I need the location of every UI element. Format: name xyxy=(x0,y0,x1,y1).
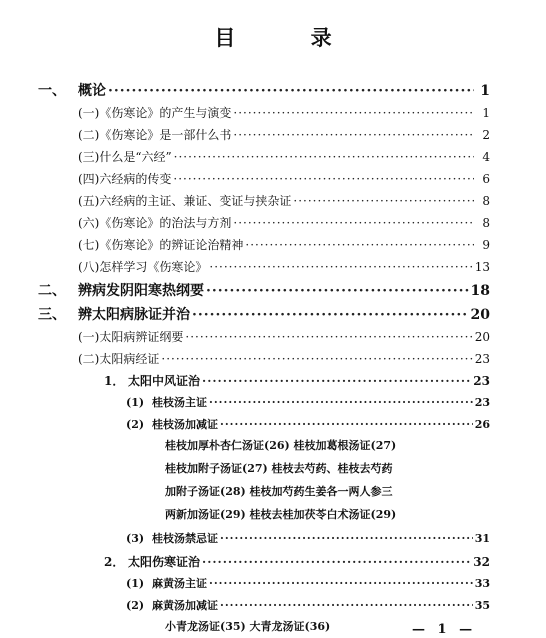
subentry-line: 桂枝加厚朴杏仁汤证(26) 桂枝加葛根汤证(27) xyxy=(165,439,397,452)
toc-entry[interactable] xyxy=(78,258,490,275)
subentry-line: 加附子汤证(28) 桂枝加芍药生姜各一两人参三 xyxy=(165,485,393,498)
leader-dots xyxy=(233,128,474,142)
toc-entry-page: 8 xyxy=(482,194,490,208)
subentry-line: 小青龙汤证(35) 大青龙汤证(36) xyxy=(165,620,331,633)
subentry-line: 桂枝加附子汤证(27) 桂枝去芍药、桂枝去芍药 xyxy=(165,462,393,475)
toc-entry[interactable] xyxy=(38,80,490,100)
leader-dots xyxy=(233,216,474,230)
leader-dots xyxy=(185,330,472,344)
toc-entry-title: 桂枝汤禁忌证 xyxy=(152,532,218,545)
toc-entry-title: 桂枝汤加减证 xyxy=(152,418,218,431)
toc-entry-page: 35 xyxy=(474,599,490,612)
leader-dots xyxy=(245,238,474,252)
toc-entry-title: (八)怎样学习《伤寒论》 xyxy=(78,260,208,274)
page-number: — 1 — xyxy=(412,622,477,637)
toc-entry-title: (一)太阳病辨证纲要 xyxy=(78,330,184,344)
toc-entry[interactable] xyxy=(78,192,490,209)
toc-entry-number: 1． xyxy=(104,374,125,388)
toc-entry-title: 麻黄汤加减证 xyxy=(152,599,218,612)
toc-entry[interactable] xyxy=(126,530,490,546)
toc-entry-page: 23 xyxy=(474,396,490,409)
leader-dots xyxy=(192,307,469,323)
toc-entry-title: 辨病发阴阳寒热纲要 xyxy=(78,283,204,299)
toc-entry-title: 太阳中风证治 xyxy=(128,374,201,388)
toc-entry-page: 2 xyxy=(482,128,490,142)
toc-entry[interactable] xyxy=(78,104,490,121)
toc-entry-title: (六)《伤寒论》的治法与方剂 xyxy=(78,216,232,230)
toc-entry[interactable] xyxy=(78,236,490,253)
toc-entry[interactable] xyxy=(78,170,490,187)
toc-entry-number: (1) xyxy=(126,577,145,590)
leader-dots xyxy=(174,150,474,164)
toc-entry-title: (五)六经病的主证、兼证、变证与挟杂证 xyxy=(78,194,292,208)
toc-entry-title: (七)《伤寒论》的辨证论治精神 xyxy=(78,238,244,252)
toc-entry-title: (三)什么是“六经” xyxy=(78,150,172,164)
toc-entry-page: 1 xyxy=(480,83,490,99)
leader-dots xyxy=(220,532,473,545)
leader-dots xyxy=(209,260,472,274)
toc-entry-title: (一)《伤寒论》的产生与演变 xyxy=(78,106,232,120)
toc-entry-page: 23 xyxy=(474,352,490,366)
toc-entry-page: 32 xyxy=(473,555,490,569)
toc-entry-number: (2) xyxy=(126,599,145,612)
toc-entry-number: 三、 xyxy=(38,307,66,323)
leader-dots xyxy=(173,172,474,186)
toc-entry-page: 13 xyxy=(474,260,490,274)
toc-entry-title: 概论 xyxy=(78,83,106,99)
toc-entry-page: 1 xyxy=(482,106,490,120)
subentry-line: 两新加汤证(29) 桂枝去桂加茯苓白术汤证(29) xyxy=(165,508,397,521)
toc-entry-page: 26 xyxy=(474,418,490,431)
page-title: 目 录 xyxy=(214,25,366,50)
leader-dots xyxy=(206,283,469,299)
toc-entry-page: 18 xyxy=(470,283,490,299)
leader-dots xyxy=(209,577,473,590)
toc-entry[interactable] xyxy=(78,350,490,367)
leader-dots xyxy=(293,194,474,208)
leader-dots xyxy=(209,396,473,409)
toc-entry[interactable] xyxy=(104,372,490,389)
leader-dots xyxy=(161,352,472,366)
toc-entry[interactable] xyxy=(38,304,490,324)
toc-entry-page: 23 xyxy=(473,374,490,388)
toc-entry-page: 20 xyxy=(474,330,490,344)
leader-dots xyxy=(233,106,474,120)
toc-entry-page: 33 xyxy=(474,577,490,590)
toc-entry-page: 8 xyxy=(482,216,490,230)
toc-entry-title: 太阳伤寒证治 xyxy=(128,555,201,569)
toc-entry[interactable] xyxy=(126,597,490,613)
leader-dots xyxy=(202,555,471,569)
toc-entry-number: 2． xyxy=(104,555,125,569)
toc-entry-title: 辨太阳病脉证并治 xyxy=(78,307,190,323)
toc-entry-title: (二)太阳病经证 xyxy=(78,352,160,366)
toc-entry[interactable] xyxy=(78,328,490,345)
toc-entry[interactable] xyxy=(38,280,490,300)
toc-entry-page: 31 xyxy=(474,532,490,545)
toc-entry[interactable] xyxy=(78,126,490,143)
toc-entry-title: (四)六经病的传变 xyxy=(78,172,172,186)
toc-entry-title: 麻黄汤主证 xyxy=(152,577,207,590)
toc-entry-number: (2) xyxy=(126,418,145,431)
toc-entry[interactable] xyxy=(126,575,490,591)
toc-entry-number: (1) xyxy=(126,396,145,409)
toc-entry-page: 4 xyxy=(482,150,490,164)
toc-entry-title: 桂枝汤主证 xyxy=(152,396,207,409)
toc-entry-number: (3) xyxy=(126,532,145,545)
toc-entry-page: 6 xyxy=(482,172,490,186)
leader-dots xyxy=(202,374,471,388)
toc-entry[interactable] xyxy=(104,553,490,570)
toc-entry-number: 一、 xyxy=(38,83,66,99)
toc-entry-number: 二、 xyxy=(38,283,66,299)
toc-entry[interactable] xyxy=(126,394,490,410)
toc-entry-page: 20 xyxy=(470,307,490,323)
toc-entry-title: (二)《伤寒论》是一部什么书 xyxy=(78,128,232,142)
leader-dots xyxy=(108,83,474,99)
toc-entry[interactable] xyxy=(78,148,490,165)
toc-entry[interactable] xyxy=(78,214,490,231)
leader-dots xyxy=(220,599,473,612)
toc-entry[interactable] xyxy=(126,416,490,432)
toc-entry-page: 9 xyxy=(482,238,490,252)
leader-dots xyxy=(220,418,473,431)
